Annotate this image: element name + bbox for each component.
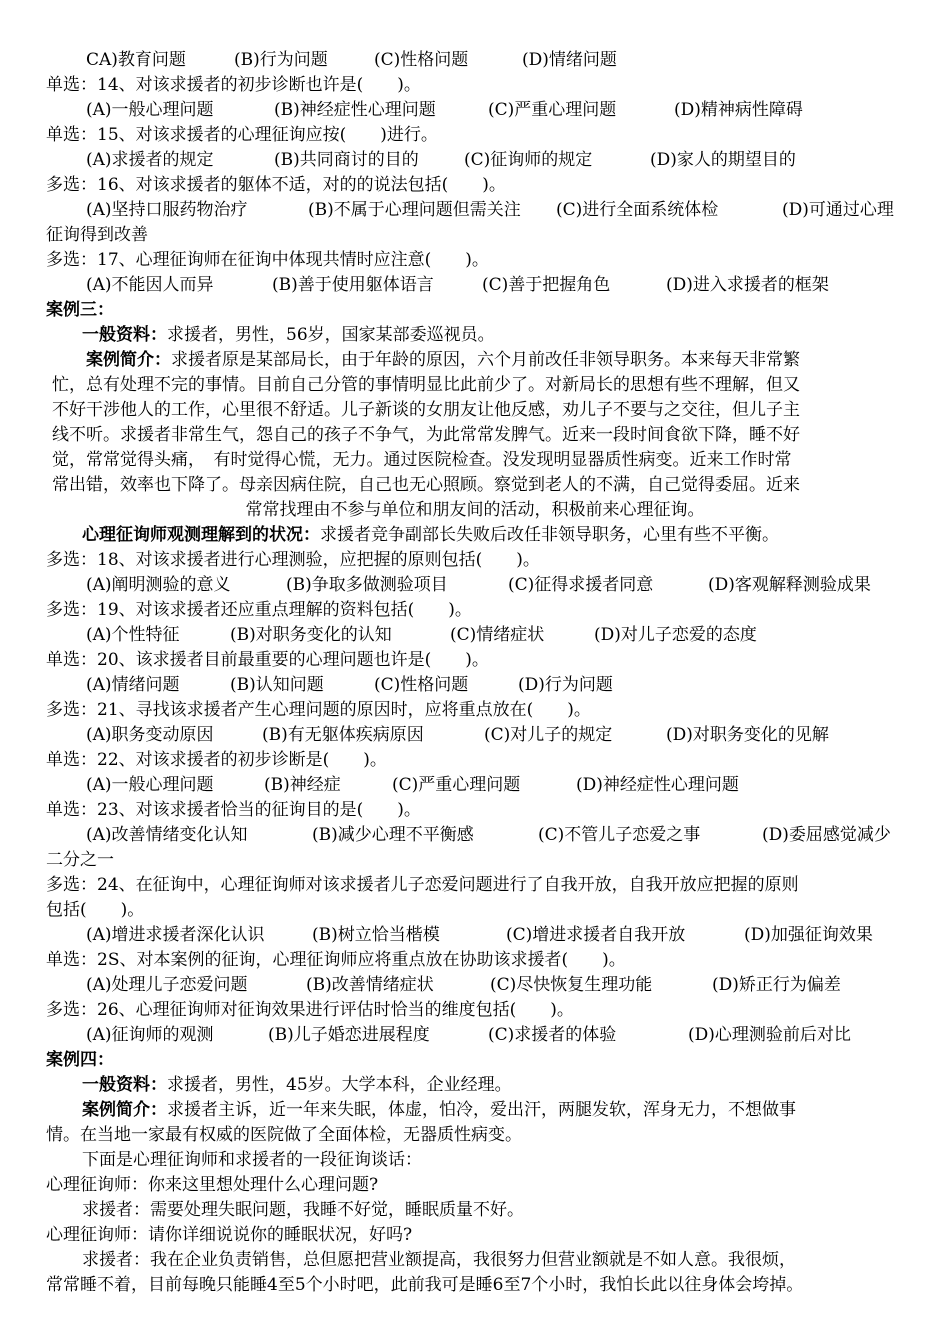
- option-item: (D)委屈感觉减少: [762, 825, 891, 845]
- option-item: (C)性格问题: [374, 675, 469, 695]
- centered-text-line: 常常找理由不参与单位和朋友间的活动，积极前来心理征询。: [245, 500, 705, 520]
- option-item: (C)求援者的体验: [488, 1025, 617, 1045]
- option-item: (C)善于把握角色: [482, 275, 611, 295]
- option-item: (C)尽快恢复生理功能: [490, 975, 653, 995]
- option-item: (A)征询师的观测: [86, 1025, 214, 1045]
- section-label: 案例简介：: [86, 350, 171, 370]
- text-line: 情。在当地一家最有权威的医院做了全面体检，无器质性病变。: [46, 1125, 522, 1145]
- text-line: 包括( )。: [46, 900, 145, 920]
- text-line: 多选：26、心理征询师对征询效果进行评估时恰当的维度包括( )。: [46, 1000, 574, 1020]
- option-item: (C)征询师的规定: [464, 150, 593, 170]
- text-line: 单选：22、对该求援者的初步诊断是( )。: [46, 750, 387, 770]
- labeled-paragraph-line: [46, 348, 904, 373]
- options-row: [46, 198, 904, 223]
- text-line: 多选：16、对该求援者的躯体不适，对的的说法包括( )。: [46, 175, 506, 195]
- labeled-paragraph-line: [46, 1098, 904, 1123]
- labeled-paragraph-line: [46, 1073, 904, 1098]
- option-item: (A)一般心理问题: [86, 100, 214, 120]
- options-row: [46, 823, 904, 848]
- section-label: 心理征询师观测理解到的状况：: [82, 525, 320, 545]
- option-item: (A)个性特征: [86, 625, 180, 645]
- option-item: (B)行为问题: [234, 50, 328, 70]
- option-item: (B)改善情绪症状: [306, 975, 434, 995]
- option-item: (D)客观解释测验成果: [708, 575, 871, 595]
- options-row: [46, 98, 904, 123]
- section-label: 一般资料：: [82, 325, 167, 345]
- paragraph-text: 求援者竞争副部长失败后改任非领导职务，心里有些不平衡。: [320, 525, 779, 545]
- labeled-paragraph-line: [46, 323, 904, 348]
- text-line: 求援者：我在企业负责销售，总但愿把营业额提高，我很努力但营业额就是不如人意。我很烦，: [82, 1250, 796, 1270]
- option-item: (A)职务变动原因: [86, 725, 214, 745]
- text-line: 单选：23、对该求援者恰当的征询目的是( )。: [46, 800, 421, 820]
- text-line: 常出错，效率也下降了。母亲因病住院，自己也无心照顾。察觉到老人的不满，自己觉得委屈。近来: [52, 475, 800, 495]
- option-item: (D)行为问题: [518, 675, 613, 695]
- option-item: (D)加强征询效果: [744, 925, 873, 945]
- text-line: 下面是心理征询师和求援者的一段征询谈话：: [82, 1150, 422, 1170]
- options-row: [46, 273, 904, 298]
- text-line: 征询得到改善: [46, 225, 148, 245]
- paragraph-text: 求援者原是某部局长，由于年龄的原因，六个月前改任非领导职务。本来每天非常繁: [171, 350, 800, 370]
- text-line: 常常睡不着，目前每晚只能睡4至5个小时吧，此前我可是睡6至7个小时，我怕长此以往身体会垮掉。: [46, 1275, 804, 1295]
- option-item: (A)求援者的规定: [86, 150, 214, 170]
- text-line: 线不听。求援者非常生气，怨自己的孩子不争气，为此常常发脾气。近来一段时间食欲下降，睡不好: [52, 425, 800, 445]
- options-row: [46, 723, 904, 748]
- text-line: 不好干涉他人的工作，心里很不舒适。儿子新谈的女朋友让他反感，劝儿子不要与之交往，但儿子主: [52, 400, 800, 420]
- section-label: 一般资料：: [82, 1075, 167, 1095]
- option-item: (B)善于使用躯体语言: [272, 275, 434, 295]
- option-item: (D)对职务变化的见解: [666, 725, 829, 745]
- case-heading: 案例四：: [46, 1050, 114, 1070]
- text-line: 单选：15、对该求援者的心理征询应按( )进行。: [46, 125, 438, 145]
- option-item: (A)一般心理问题: [86, 775, 214, 795]
- option-item: (A)情绪问题: [86, 675, 180, 695]
- section-label: 案例简介：: [82, 1100, 167, 1120]
- option-item: (D)情绪问题: [522, 50, 617, 70]
- text-line: 多选：24、在征询中，心理征询师对该求援者儿子恋爱问题进行了自我开放，自我开放应把握的原则: [46, 875, 799, 895]
- option-item: (D)进入求援者的框架: [666, 275, 829, 295]
- paragraph-text: 求援者主诉，近一年来失眠，体虚，怕冷，爱出汗，两腿发软，浑身无力，不想做事: [167, 1100, 796, 1120]
- option-item: (B)共同商讨的目的: [274, 150, 419, 170]
- paragraph-text: 求援者，男性，56岁，国家某部委巡视员。: [167, 325, 495, 345]
- option-item: (D)对儿子恋爱的态度: [594, 625, 757, 645]
- case-heading: 案例三：: [46, 300, 114, 320]
- option-item: (C)严重心理问题: [392, 775, 521, 795]
- options-row: [46, 148, 904, 173]
- text-line: 单选：2S、对本案例的征询，心理征询师应将重点放在协助该求援者( )。: [46, 950, 626, 970]
- option-item: (A)不能因人而异: [86, 275, 214, 295]
- option-item: (C)征得求援者同意: [508, 575, 654, 595]
- options-row: [46, 973, 904, 998]
- option-item: (B)不属于心理问题但需关注: [308, 200, 521, 220]
- text-line: 心理征询师：请你详细说说你的睡眠状况，好吗?: [46, 1225, 413, 1245]
- option-item: (D)精神病性障碍: [674, 100, 803, 120]
- options-row: [46, 48, 904, 73]
- text-line: 二分之一: [46, 850, 114, 870]
- options-row: [46, 573, 904, 598]
- option-item: (D)神经症性心理问题: [576, 775, 739, 795]
- text-line: 多选：18、对该求援者进行心理测验，应把握的原则包括( )。: [46, 550, 540, 570]
- text-line: 多选：19、对该求援者还应重点理解的资料包括( )。: [46, 600, 472, 620]
- option-item: (A)坚持口服药物治疗: [86, 200, 248, 220]
- option-item: (C)对儿子的规定: [484, 725, 613, 745]
- option-item: (C)不管儿子恋爱之事: [538, 825, 701, 845]
- option-item: (B)儿子婚恋进展程度: [268, 1025, 430, 1045]
- option-item: (A)增进求援者深化认识: [86, 925, 265, 945]
- options-row: [46, 773, 904, 798]
- option-item: CA)教育问题: [86, 50, 186, 70]
- option-item: (C)增进求援者自我开放: [506, 925, 686, 945]
- text-line: 多选：17、心理征询师在征询中体现共情时应注意( )。: [46, 250, 489, 270]
- options-row: [46, 673, 904, 698]
- option-item: (B)认知问题: [230, 675, 324, 695]
- text-line: 多选：21、寻找该求援者产生心理问题的原因时，应将重点放在( )。: [46, 700, 591, 720]
- text-line: 单选：20、该求援者目前最重要的心理问题也许是( )。: [46, 650, 489, 670]
- options-row: [46, 923, 904, 948]
- option-item: (D)家人的期望目的: [650, 150, 796, 170]
- option-item: (D)可通过心理: [782, 200, 894, 220]
- text-line: 心理征询师：你来这里想处理什么心理问题?: [46, 1175, 379, 1195]
- options-row: [46, 1023, 904, 1048]
- option-item: (B)神经症性心理问题: [274, 100, 436, 120]
- option-item: (C)情绪症状: [450, 625, 545, 645]
- text-line: 忙，总有处理不完的事情。目前自己分管的事情明显比此前少了。对新局长的思想有些不理解，但又: [52, 375, 800, 395]
- option-item: (C)性格问题: [374, 50, 469, 70]
- option-item: (C)严重心理问题: [488, 100, 617, 120]
- text-line: 觉，常常觉得头痛， 有时觉得心慌，无力。通过医院检查。没发现明显器质性病变。近来工作时常: [52, 450, 792, 470]
- option-item: (A)阐明测验的意义: [86, 575, 231, 595]
- option-item: (B)争取多做测验项目: [286, 575, 448, 595]
- option-item: (C)进行全面系统体检: [556, 200, 719, 220]
- paragraph-text: 求援者，男性，45岁。大学本科，企业经理。: [167, 1075, 512, 1095]
- option-item: (B)树立恰当楷模: [312, 925, 440, 945]
- option-item: (B)有无躯体疾病原因: [262, 725, 424, 745]
- options-row: [46, 623, 904, 648]
- option-item: (D)矫正行为偏差: [712, 975, 841, 995]
- option-item: (B)神经症: [264, 775, 341, 795]
- option-item: (D)心理测验前后对比: [688, 1025, 851, 1045]
- text-line: 单选：14、对该求援者的初步诊断也许是( )。: [46, 75, 421, 95]
- option-item: (B)减少心理不平衡感: [312, 825, 474, 845]
- labeled-paragraph-line: [46, 523, 904, 548]
- option-item: (A)改善情绪变化认知: [86, 825, 248, 845]
- option-item: (B)对职务变化的认知: [230, 625, 392, 645]
- option-item: (A)处理儿子恋爱问题: [86, 975, 248, 995]
- text-line: 求援者：需要处理失眠问题，我睡不好觉，睡眠质量不好。: [82, 1200, 524, 1220]
